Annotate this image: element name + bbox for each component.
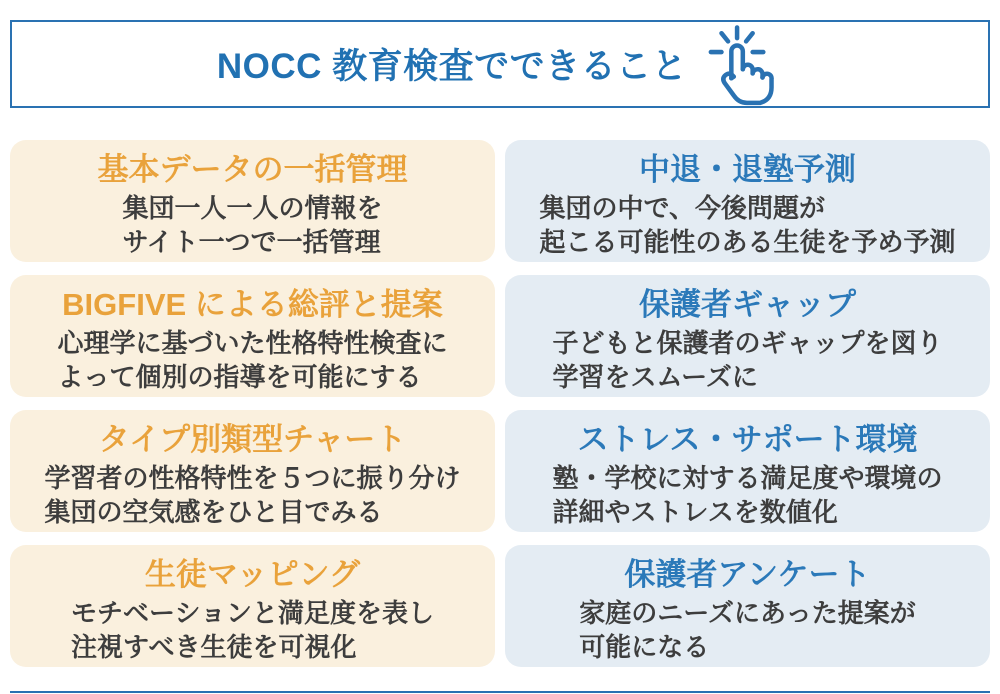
card-title: 保護者アンケート [624, 557, 871, 592]
card-description-line: 可能になる [579, 631, 710, 662]
card-description [18, 462, 487, 530]
card-description [513, 192, 982, 260]
card-title: 中退・退塾予測 [639, 152, 856, 187]
card-description [18, 192, 487, 260]
card-description-line: 心理学に基づいた性格特性検査に [57, 327, 448, 358]
card-description-line: 注視すべき生徒を可視化 [71, 631, 357, 662]
card-description-line: 家庭のニーズにあった提案が [579, 597, 916, 628]
card-description-line: 学習をスムーズに [552, 361, 758, 392]
card-description [18, 327, 487, 395]
card-description [513, 327, 982, 395]
feature-card-student-mapping [10, 545, 495, 667]
card-description-line: モチベーションと満足度を表し [71, 597, 434, 628]
card-description-line: 集団の中で、今後問題が [539, 192, 825, 223]
card-description [18, 597, 487, 665]
card-title: BIGFIVE による総評と提案 [62, 287, 443, 322]
feature-card-guardian-gap [505, 275, 990, 397]
card-description-line: 詳細やストレスを数値化 [552, 496, 838, 527]
card-description-line: よって個別の指導を可能にする [57, 361, 422, 392]
click-hand-icon [701, 25, 783, 107]
card-title: ストレス・サポート環境 [577, 422, 918, 457]
card-description-line: 集団一人一人の情報を [122, 192, 383, 223]
feature-card-type-chart [10, 410, 495, 532]
card-description-line: 塾・学校に対する満足度や環境の [552, 462, 943, 493]
card-description [513, 597, 982, 665]
card-description-line: 集団の空気感をひと目でみる [44, 496, 383, 527]
feature-card-bulk-data-management [10, 140, 495, 262]
card-description-line: 起こる可能性のある生徒を予め予測 [539, 226, 956, 257]
feature-card-guardian-survey [505, 545, 990, 667]
feature-card-dropout-prediction [505, 140, 990, 262]
card-description-line: 子どもと保護者のギャップを図り [552, 327, 943, 358]
header-banner [10, 20, 990, 108]
card-title: タイプ別類型チャート [98, 422, 407, 457]
card-description-line: 学習者の性格特性を５つに振り分け [44, 462, 461, 493]
feature-grid [10, 140, 990, 667]
card-description [513, 462, 982, 530]
card-title: 基本データの一括管理 [97, 152, 408, 187]
card-description-line: サイト一つで一括管理 [122, 226, 381, 257]
card-title: 保護者ギャップ [639, 287, 856, 322]
page-title: NOCC 教育検査でできること [216, 47, 688, 86]
feature-card-stress-support [505, 410, 990, 532]
next-section-border [10, 691, 990, 693]
card-title: 生徒マッピング [144, 557, 361, 592]
feature-card-bigfive-review [10, 275, 495, 397]
